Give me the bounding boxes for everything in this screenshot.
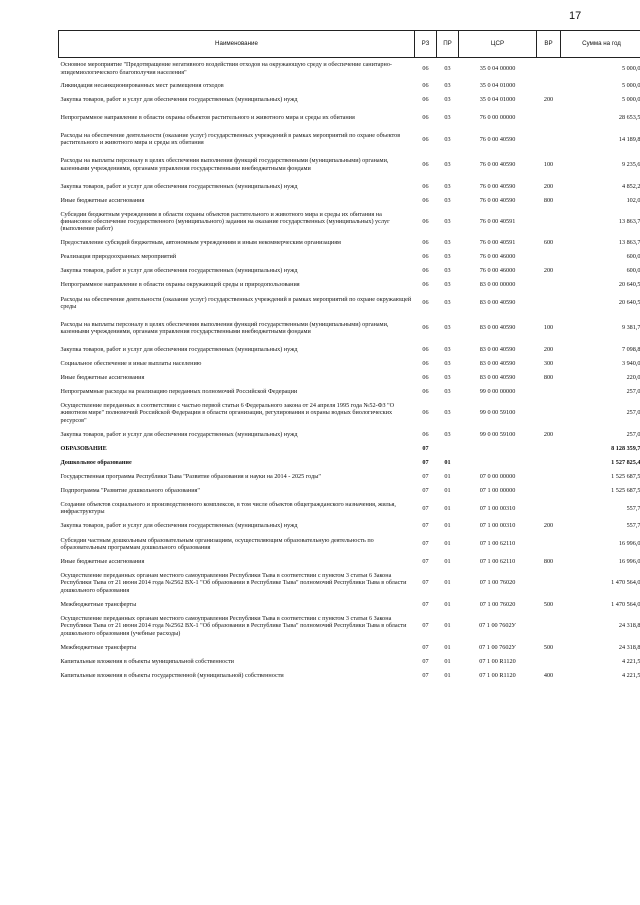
cell-sum: 557,7 xyxy=(626,522,640,530)
cell-sum: 257,0 xyxy=(626,387,640,395)
cell-name: Закупка товаров, работ и услуг для обеспечения государственных (муниципальных) нужд xyxy=(60,522,298,530)
cell-vr: 600 xyxy=(543,239,554,247)
cell-vr xyxy=(537,569,561,598)
table-row xyxy=(59,93,640,107)
cell-pr: 03 xyxy=(444,267,451,275)
cell-name: Закупка товаров, работ и услуг для обеспечения государственных (муниципальных) нужд xyxy=(60,430,298,438)
table-row xyxy=(59,385,640,399)
cell-vr: 500 xyxy=(543,600,554,608)
cell-name: Предоставление субсидий бюджетным, автономным учреждениям и иным некоммерческим организациям xyxy=(60,239,341,247)
cell-csr: 07 1 00 7602У xyxy=(479,622,516,630)
cell-name: Закупка товаров, работ и услуг для обеспечения государственных (муниципальных) нужд xyxy=(60,345,298,353)
cell-vr xyxy=(537,278,561,292)
cell-sum: 14 189,8 xyxy=(618,135,640,143)
table-row xyxy=(59,343,640,357)
table-row xyxy=(59,668,640,682)
cell-pr: 01 xyxy=(444,458,451,466)
cell-pr: 03 xyxy=(444,373,451,381)
cell-name: Иные бюджетные ассигнования xyxy=(60,196,145,204)
cell-rz: 06 xyxy=(422,359,429,367)
cell-vr xyxy=(537,455,561,469)
cell-csr: 99 0 00 59100 xyxy=(479,409,516,417)
cell-pr: 01 xyxy=(444,671,451,679)
cell-sum: 24 318,8 xyxy=(618,622,640,630)
table-row xyxy=(59,640,640,654)
cell-pr xyxy=(437,441,459,455)
cell-name: Субсидии бюджетным учреждениям в области охраны объектов растительного и животного мира и среды их обитания на финансовое обеспечение государственного (муниципального) задания на оказание государственных (муниципальных) услуг (выполнение работ) xyxy=(60,210,390,233)
table-row xyxy=(59,483,640,497)
cell-pr: 01 xyxy=(444,622,451,630)
cell-sum: 220,0 xyxy=(626,373,640,381)
table-row xyxy=(59,455,640,469)
table-body xyxy=(59,58,640,683)
cell-vr xyxy=(537,533,561,555)
cell-name: Межбюджетные трансферты xyxy=(60,643,137,651)
cell-sum: 5 000,0 xyxy=(621,96,640,104)
cell-vr: 200 xyxy=(543,182,554,190)
cell-sum: 1 525 687,5 xyxy=(611,486,640,494)
table-row xyxy=(59,497,640,519)
cell-name: Ликвидация несанкционированных мест размещения отходов xyxy=(60,82,224,90)
cell-csr: 35 0 04 00000 xyxy=(479,64,516,72)
cell-pr: 01 xyxy=(444,522,451,530)
table-row xyxy=(59,150,640,179)
cell-csr: 35 0 04 01000 xyxy=(479,96,516,104)
cell-pr: 03 xyxy=(444,196,451,204)
table-row xyxy=(59,250,640,264)
cell-sum: 5 000,0 xyxy=(621,82,640,90)
cell-csr: 76 0 00 46000 xyxy=(479,267,516,275)
cell-csr: 83 0 00 40590 xyxy=(479,324,516,332)
cell-csr: 35 0 04 01000 xyxy=(479,82,516,90)
cell-rz: 06 xyxy=(422,345,429,353)
cell-vr xyxy=(537,441,561,455)
cell-vr: 300 xyxy=(543,359,554,367)
cell-name: Иные бюджетные ассигнования xyxy=(60,557,145,565)
cell-pr: 03 xyxy=(444,161,451,169)
cell-csr: 83 0 00 40590 xyxy=(479,373,516,381)
cell-csr: 83 0 00 40590 xyxy=(479,345,516,353)
header-csr: ЦСР xyxy=(459,31,537,58)
cell-csr: 99 0 00 00000 xyxy=(479,387,516,395)
cell-vr xyxy=(537,207,561,236)
cell-pr: 01 xyxy=(444,643,451,651)
cell-sum: 7 098,8 xyxy=(621,345,640,353)
header-rz: РЗ xyxy=(415,31,437,58)
cell-sum: 4 221,5 xyxy=(621,657,640,665)
cell-sum: 257,0 xyxy=(626,430,640,438)
cell-rz: 07 xyxy=(422,504,429,512)
cell-pr: 03 xyxy=(444,409,451,417)
table-row xyxy=(59,129,640,151)
cell-vr: 400 xyxy=(543,671,554,679)
cell-vr: 800 xyxy=(543,196,554,204)
cell-vr xyxy=(537,58,561,80)
header-name: Наименование xyxy=(59,31,415,58)
table-header-row xyxy=(59,31,640,58)
cell-sum: 13 863,7 xyxy=(618,239,640,247)
cell-csr xyxy=(459,455,537,469)
cell-name: Закупка товаров, работ и услуг для обеспечения государственных (муниципальных) нужд xyxy=(60,96,298,104)
cell-vr xyxy=(537,483,561,497)
cell-pr: 03 xyxy=(444,217,451,225)
cell-rz: 07 xyxy=(422,657,429,665)
table-row xyxy=(59,278,640,292)
cell-rz: 06 xyxy=(422,387,429,395)
cell-rz: 06 xyxy=(422,196,429,204)
cell-csr: 83 0 00 40590 xyxy=(479,299,516,307)
cell-csr: 99 0 00 59100 xyxy=(479,430,516,438)
cell-rz: 07 xyxy=(422,622,429,630)
cell-name: Расходы на выплаты персоналу в целях обеспечения выполнения функций государственными (муниципальными) органами, казенными учреждениями, органами управления государственными внебюджетными фондами xyxy=(60,157,389,172)
cell-name: Подпрограмма "Развитие дошкольного образования" xyxy=(60,486,200,494)
cell-rz: 06 xyxy=(422,430,429,438)
budget-table xyxy=(58,30,640,682)
cell-pr: 03 xyxy=(444,182,451,190)
cell-csr: 76 0 00 40591 xyxy=(479,239,516,247)
cell-vr xyxy=(537,399,561,428)
cell-sum: 557,7 xyxy=(626,504,640,512)
table-row xyxy=(59,264,640,278)
cell-name: Закупка товаров, работ и услуг для обеспечения государственных (муниципальных) нужд xyxy=(60,267,298,275)
cell-name: Дошкольное образование xyxy=(60,458,132,466)
cell-csr: 76 0 00 46000 xyxy=(479,253,516,261)
cell-rz: 07 xyxy=(422,486,429,494)
cell-rz: 06 xyxy=(422,114,429,122)
cell-vr xyxy=(537,469,561,483)
cell-sum: 8 128 359,7 xyxy=(611,444,640,452)
header-pr: ПР xyxy=(437,31,459,58)
cell-sum: 20 640,5 xyxy=(618,281,640,289)
cell-rz: 06 xyxy=(422,161,429,169)
cell-vr xyxy=(537,250,561,264)
cell-csr: 76 0 00 00000 xyxy=(479,114,516,122)
table-row xyxy=(59,569,640,598)
cell-rz: 06 xyxy=(422,409,429,417)
cell-vr: 500 xyxy=(543,643,554,651)
cell-pr: 03 xyxy=(444,281,451,289)
cell-name: Непрограммное направление в области охраны объектов растительного и животного мира и среды их обитания xyxy=(60,114,355,122)
cell-csr: 76 0 00 40591 xyxy=(479,217,516,225)
cell-sum: 1 470 564,0 xyxy=(611,600,640,608)
cell-vr: 800 xyxy=(543,373,554,381)
cell-name: Осуществление переданных органам местного самоуправления Республики Тыва в соответствии с пунктом 3 статьи 6 Закона Республики Тыва от 21 июня 2014 года №2562 ВХ-1 "Об образовании в Республике Тыва" полномочий Республики Тыва в области дошкольного образования xyxy=(60,572,407,594)
table-row xyxy=(59,427,640,441)
cell-pr: 01 xyxy=(444,657,451,665)
cell-vr: 800 xyxy=(543,557,554,565)
table-row xyxy=(59,612,640,641)
cell-vr: 200 xyxy=(543,430,554,438)
cell-vr xyxy=(537,129,561,151)
cell-sum: 24 318,8 xyxy=(618,643,640,651)
cell-csr: 07 1 00 R1120 xyxy=(479,657,516,665)
cell-csr: 07 1 00 7602У xyxy=(479,643,516,651)
cell-name: Капитальные вложения в объекты муниципальной собственности xyxy=(60,657,234,665)
cell-rz: 06 xyxy=(422,96,429,104)
cell-vr xyxy=(537,292,561,314)
cell-vr xyxy=(537,79,561,93)
cell-name: Закупка товаров, работ и услуг для обеспечения государственных (муниципальных) нужд xyxy=(60,182,298,190)
cell-name: Непрограммные расходы на реализацию переданных полномочий Российской Федерации xyxy=(60,387,298,395)
cell-csr: 07 1 00 62110 xyxy=(479,557,516,565)
cell-rz: 07 xyxy=(422,472,429,480)
table-row xyxy=(59,79,640,93)
cell-vr: 100 xyxy=(543,161,554,169)
cell-sum: 600,0 xyxy=(626,253,640,261)
cell-name: Расходы на выплаты персоналу в целях обеспечения выполнения функций государственными (муниципальными) органами, казенными учреждениями, органами управления государственными внебюджетными фондами xyxy=(60,320,389,336)
cell-vr: 200 xyxy=(543,96,554,104)
cell-csr xyxy=(459,441,537,455)
cell-pr: 03 xyxy=(444,359,451,367)
cell-name: Расходы на обеспечение деятельности (оказание услуг) государственных учреждений в рамках мероприятий по охране объектов растительного и животного мира и среды их обитания xyxy=(60,132,401,147)
table-row xyxy=(59,207,640,236)
cell-sum: 4 852,2 xyxy=(621,182,640,190)
table-row xyxy=(59,179,640,193)
cell-pr: 03 xyxy=(444,239,451,247)
cell-name: Капитальные вложения в объекты государственной (муниципальной) собственности xyxy=(60,671,284,679)
cell-csr: 83 0 00 40590 xyxy=(479,359,516,367)
cell-rz: 07 xyxy=(422,444,429,452)
table-row xyxy=(59,58,640,80)
table-row xyxy=(59,314,640,343)
cell-pr: 03 xyxy=(444,114,451,122)
table-row xyxy=(59,519,640,533)
cell-pr: 01 xyxy=(444,504,451,512)
cell-csr: 07 0 00 00000 xyxy=(479,472,516,480)
cell-rz: 07 xyxy=(422,579,429,587)
cell-vr xyxy=(537,385,561,399)
cell-rz: 06 xyxy=(422,373,429,381)
cell-vr xyxy=(537,612,561,641)
cell-pr: 03 xyxy=(444,96,451,104)
cell-rz: 06 xyxy=(422,324,429,332)
cell-csr: 76 0 00 40590 xyxy=(479,196,516,204)
cell-csr: 83 0 00 00000 xyxy=(479,281,516,289)
cell-csr: 07 1 00 00310 xyxy=(479,522,516,530)
cell-sum: 16 996,0 xyxy=(618,540,640,548)
cell-vr: 200 xyxy=(543,345,554,353)
cell-rz: 07 xyxy=(422,557,429,565)
cell-name: Непрограммное направление в области охраны окружающей среды и природопользования xyxy=(60,281,300,289)
cell-pr: 01 xyxy=(444,472,451,480)
table-row xyxy=(59,598,640,612)
cell-pr: 01 xyxy=(444,540,451,548)
cell-rz: 06 xyxy=(422,217,429,225)
cell-rz: 06 xyxy=(422,281,429,289)
cell-pr: 03 xyxy=(444,387,451,395)
cell-csr: 76 0 00 40590 xyxy=(479,135,516,143)
cell-sum: 9 381,7 xyxy=(621,324,640,332)
cell-rz: 06 xyxy=(422,182,429,190)
table-row xyxy=(59,236,640,250)
header-sum: Сумма на год xyxy=(561,31,640,58)
cell-name: Реализация природоохранных мероприятий xyxy=(60,253,177,261)
cell-vr: 200 xyxy=(543,267,554,275)
cell-rz: 06 xyxy=(422,267,429,275)
cell-sum: 20 640,5 xyxy=(618,299,640,307)
cell-rz: 06 xyxy=(422,135,429,143)
cell-rz: 07 xyxy=(422,600,429,608)
cell-sum: 4 221,5 xyxy=(621,671,640,679)
cell-rz: 07 xyxy=(422,671,429,679)
cell-sum: 600,0 xyxy=(626,267,640,275)
cell-vr: 100 xyxy=(543,324,554,332)
cell-name: ОБРАЗОВАНИЕ xyxy=(60,444,107,452)
cell-rz: 06 xyxy=(422,253,429,261)
cell-name: Основное мероприятие "Предотвращение негативного воздействия отходов на окружающую среду и обеспечение санитарно-эпидемиологического благополучия населения" xyxy=(60,61,392,76)
cell-vr: 200 xyxy=(543,522,554,530)
cell-vr xyxy=(537,107,561,129)
table-row xyxy=(59,469,640,483)
cell-pr: 03 xyxy=(444,135,451,143)
table-row xyxy=(59,292,640,314)
table-row xyxy=(59,555,640,569)
cell-csr: 76 0 00 40590 xyxy=(479,182,516,190)
cell-pr: 03 xyxy=(444,345,451,353)
cell-rz: 07 xyxy=(422,643,429,651)
cell-pr: 01 xyxy=(444,486,451,494)
cell-pr: 01 xyxy=(444,579,451,587)
cell-name: Социальное обеспечение и иные выплаты населению xyxy=(60,359,202,367)
cell-sum: 3 940,0 xyxy=(621,359,640,367)
table-row xyxy=(59,193,640,207)
cell-sum: 1 527 825,4 xyxy=(611,458,640,466)
cell-rz: 06 xyxy=(422,64,429,72)
cell-csr: 07 1 00 76020 xyxy=(479,579,516,587)
table-row xyxy=(59,654,640,668)
cell-name: Осуществление переданных в соответствии с частью первой статьи 6 Федерального закона от 24 апреля 1995 года №52-ФЗ "О животном мире" полномочий Российской Федерации в области организации, регулирования и охраны водных биологических ресурсов" xyxy=(60,402,395,424)
cell-rz: 06 xyxy=(422,239,429,247)
cell-name: Осуществление переданных органам местного самоуправления Республики Тыва в соответствии с пунктом 3 статьи 6 Закона Республики Тыва от 21 июня 2014 года №2562 ВХ-1 "Об образовании в Республике Тыва" полномочий Республики Тыва в области дошкольного образования (учебные расходы) xyxy=(60,615,407,637)
table-row xyxy=(59,533,640,555)
cell-csr: 07 1 00 R1120 xyxy=(479,671,516,679)
cell-rz: 07 xyxy=(422,540,429,548)
cell-sum: 13 863,7 xyxy=(618,217,640,225)
cell-name: Создание объектов социального и производственного комплексов, в том числе объектов общегражданского назначения, жилья, инфраструктуры xyxy=(60,500,396,516)
cell-sum: 102,0 xyxy=(626,196,640,204)
table-row xyxy=(59,107,640,129)
cell-pr: 03 xyxy=(444,324,451,332)
cell-pr: 01 xyxy=(444,600,451,608)
cell-sum: 16 996,0 xyxy=(618,557,640,565)
table-row xyxy=(59,357,640,371)
cell-rz: 07 xyxy=(422,458,429,466)
cell-pr: 03 xyxy=(444,64,451,72)
cell-pr: 03 xyxy=(444,299,451,307)
table-row xyxy=(59,399,640,428)
cell-name: Расходы на обеспечение деятельности (оказание услуг) государственных учреждений в рамках мероприятий по охране окружающей среды xyxy=(60,295,412,310)
cell-sum: 257,0 xyxy=(626,409,640,417)
cell-csr: 76 0 00 40590 xyxy=(479,161,516,169)
cell-csr: 07 1 00 62110 xyxy=(479,540,516,548)
cell-vr xyxy=(537,654,561,668)
cell-sum: 9 235,6 xyxy=(621,161,640,169)
table-row xyxy=(59,371,640,385)
cell-pr: 03 xyxy=(444,82,451,90)
cell-name: Межбюджетные трансферты xyxy=(60,600,137,608)
cell-name: Иные бюджетные ассигнования xyxy=(60,373,145,381)
cell-pr: 03 xyxy=(444,430,451,438)
cell-rz: 06 xyxy=(422,299,429,307)
cell-pr: 03 xyxy=(444,253,451,261)
cell-csr: 07 1 00 76020 xyxy=(479,600,516,608)
cell-name: Субсидии частным дошкольным образовательным организациям, осуществляющим образовательную деятельность по образовательным программам дошкольного образования xyxy=(60,536,374,551)
cell-csr: 07 1 00 00000 xyxy=(479,486,516,494)
table-row xyxy=(59,441,640,455)
cell-sum: 28 653,5 xyxy=(618,114,640,122)
cell-csr: 07 1 00 00310 xyxy=(479,504,516,512)
cell-sum: 1 525 687,5 xyxy=(611,472,640,480)
cell-sum: 5 000,0 xyxy=(621,64,640,72)
page-number: 17 xyxy=(569,10,582,22)
cell-pr: 01 xyxy=(444,557,451,565)
cell-name: Государственная программа Республики Тыва "Развитие образования и науки на 2014 - 2025 годы" xyxy=(60,472,321,480)
cell-rz: 07 xyxy=(422,522,429,530)
cell-vr xyxy=(537,497,561,519)
cell-sum: 1 470 564,0 xyxy=(611,579,640,587)
header-vr: ВР xyxy=(537,31,561,58)
cell-rz: 06 xyxy=(422,82,429,90)
